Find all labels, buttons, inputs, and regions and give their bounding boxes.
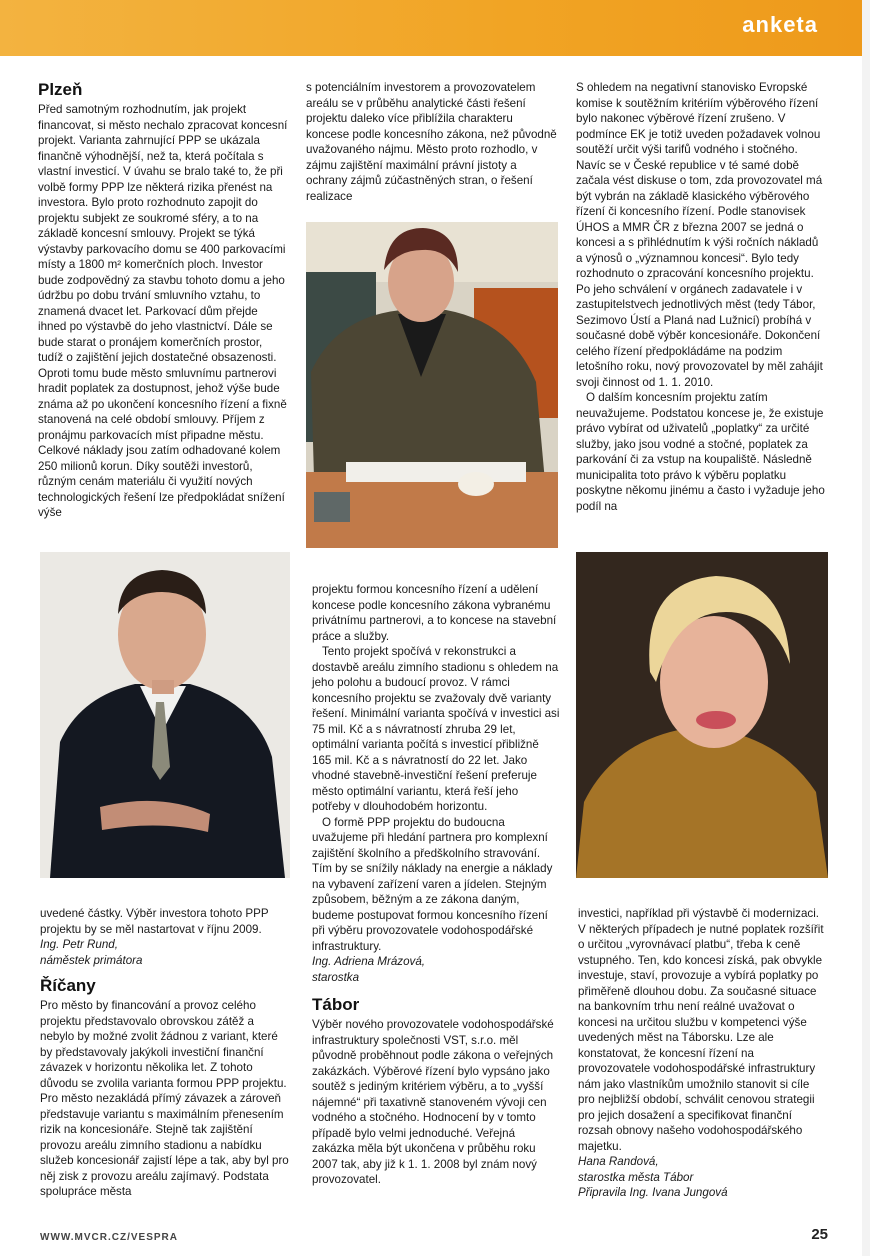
tabor-paragraph-3: O dalším koncesním projektu zatím neuvažujeme. Podstatou koncese je, že existuje právo vybírat od uživatelů „poplatky“ za určité služby, jako jsou vodné a stočné, poplatek za parkování či za vstup na koupaliště. Následně municipalita toto právo k výběru poplatku poskytne někomu jinému a často i vyžaduje jeho podíl na <box>576 391 825 513</box>
footer-url: WWW.MVCR.CZ/VESPRA <box>40 1232 178 1243</box>
ricany-paragraph-2: s potenciálním investorem a provozovatelem areálu se v průběhu analytické části řešení projektu daleko více přiblížila charakteru koncese podle koncesního zákona, než původně uvažovaného nájmu. Město proto rozhodlo, v zájmu zajištění maximální právní jistoty a ochrany zájmů zúčastněných stran, o řešení realizace <box>306 81 557 203</box>
section-title: anketa <box>742 12 818 37</box>
plzen-heading: Plzeň <box>38 80 83 99</box>
plzen-signature-role: náměstek primátora <box>40 953 143 967</box>
tabor-paragraph-1: Výběr nového provozovatele vodohospodářské infrastruktury společnosti VST, s.r.o. měl původně proběhnout podle zákona o veřejných zakázkách. Výběrové řízení bylo vypsáno jako soutěž s jediným kritériem výběru, a to „vyšší nájemné“ při taxativně stanoveném vývoji cen vodného a stočného. Hodnocení by v tomto případě bylo velmi jednoduché. Veřejná zakázka měla být ukončena v průběhu roku 2007 tak, aby již k 1. 1. 2008 byl znám nový provozovatel. <box>312 1018 554 1186</box>
ricany-article-top <box>306 80 558 204</box>
ricany-article-body <box>312 582 560 1188</box>
ricany-paragraph-3: projektu formou koncesního řízení a udělení koncese podle koncesního zákona vybranému privátnímu partnerovi, a to koncese na stavební práce a služby. <box>312 583 557 643</box>
portrait-photo-hana-randova <box>576 552 828 878</box>
section-banner <box>0 0 862 56</box>
plzen-continuation <box>40 906 290 1200</box>
tabor-signature-name: Hana Randová, <box>578 1155 659 1168</box>
tabor-signature-role: starostka města Tábor <box>578 1170 694 1184</box>
plzen-paragraph: Před samotným rozhodnutím, jak projekt financovat, si město nechalo zpracovat koncesní projekt. Varianta zahrnující PPP se ukázala finančně výhodnější, než ta, která počítala s vlastní investicí. V úvahu se bralo také to, že při volbě formy PPP lze některá rizika přenést na investora. Bylo proto rozhodnuto zapojit do projektu subjekt ze soukromé sféry, a to na základě koncesní smlouvy. Projekt se týká výstavby parkovacího domu se 400 parkovacími místy a 1800 m² komerčních ploch. Investor bude zodpovědný za stavbu tohoto domu a jeho údržbu po dobu trvání smluvního vztahu, to znamená dvacet let. Parkovací dům přejde ihned po výstavbě do jeho vlastnictví. Dále se bude starat o pronájem komerčních prostor, tudíž o zajištění jejich dostatečné obsazenosti. Oproti tomu bude město smluvnímu partnerovi hradit poplatek za dostupnost, jehož výše bude známa až po ukončení koncesního řízení a fixně stanovená na celé období smlouvy. Příjem z pronájmu parkovacích míst připadne městu. Celkové náklady jsou zatím odhadované kolem 250 milionů korun. Díky soutěži investorů, různým cenám materiálu či využití nových technologických řešení lze předpokládat snížení výše <box>38 103 288 519</box>
page-number: 25 <box>811 1226 828 1243</box>
plzen-paragraph-end: uvedené částky. Výběr investora tohoto PPP projektu by se měl nastartovat v říjnu 2009. <box>40 907 269 936</box>
ricany-signature-role: starostka <box>312 970 360 984</box>
tabor-article-bottom <box>578 906 828 1201</box>
ricany-paragraph-4: Tento projekt spočívá v rekonstrukci a dostavbě areálu zimního stadionu s ohledem na jeho polohu a budoucí provoz. V rámci koncesního projektu se zvažovaly dvě varianty řešení. Minimální varianta spočívá v investici asi 75 mil. Kč a s návratností zhruba 29 let, optimální varianta počítá s investicí přibližně 165 mil. Kč a s návratností do 22 let. Jako vhodné stavebně-investiční řešení preferuje město optimální variantu, která řeší jeho potřeby v dlouhodobém horizontu. <box>312 645 560 813</box>
tabor-paragraph-2: S ohledem na negativní stanovisko Evropské komise k soutěžním kritériím výběrového řízení bylo nakonec výběrové řízení zrušeno. V podmínce EK je totiž uveden požadavek volnou soutěží určit výši tarifů vodného i stočného. Navíc se v České republice v té samé době začala vést diskuse o tom, zda provozovatel má být vybrán na základě klasického výběrového řízení či koncesního řízení. Podle stanovisek ÚHOS a MMR ČR z března 2007 se jedná o koncesi a s přihlédnutím k výši ročních nákladů a výnosů o „významnou koncesi“. Bylo tedy rozhodnuto o zpracování koncesního projektu. Po jeho schválení v orgánech zadavatele i v zastupitelstvech jednotlivých měst (tedy Tábor, Sezimovo Ústí a Planá nad Lužnicí) probíhá v současné době výběr koncesionáře. Dokončení celého řízení předpokládáme na podzim letošního roku, nový provozovatel by měl zahájit svoji činnost od 1. 1. 2010. <box>576 81 823 389</box>
plzen-article <box>38 80 288 521</box>
portrait-photo-adriena-mrazova <box>306 222 558 548</box>
portrait-photo-petr-rund <box>40 552 290 878</box>
page-edge <box>862 0 870 1256</box>
tabor-heading: Tábor <box>312 995 360 1014</box>
ricany-signature-name: Ing. Adriena Mrázová, <box>312 955 425 968</box>
prepared-by: Připravila Ing. Ivana Jungová <box>578 1186 728 1199</box>
tabor-article-top <box>576 80 826 514</box>
ricany-heading: Říčany <box>40 976 96 995</box>
ricany-paragraph-1: Pro město by financování a provoz celého projektu představovalo obrovskou zátěž a nebylo by možné zvolit žádnou z variant, které by představovaly jakýkoli investiční finanční závazek v horizontu několika let. Z tohoto důvodu se zvolila varianta formou PPP projektu. Pro město nezakládá přímý závazek a zároveň představuje variantu s maximálním přenesením rizik na koncesionáře. Stejně tak zajištění provozu areálu zimního stadionu a nabídku služeb koncesionář zajistí lépe a tak, aby byl pro něj zisk z provozu areálu zajímavý. Podstata spolupráce města <box>40 999 289 1198</box>
tabor-paragraph-4: investici, například při výstavbě či modernizaci. V některých případech je nutné poplatek rozšířit o určitou „vyrovnávací platbu“, třeba k ceně vstupného. Ten, kdo koncesi získá, pak obvykle investuje, staví, provozuje a vybírá poplatky po přiměřeně dlouhou dobu. Za současné situace na bankovním trhu není reálné uvažovat o koncesi na určitou službu v kompetenci výše uvedených měst na Táborsku. Lze ale konstatovat, že koncesní řízení na provozovatele vodohospodářské infrastruktury nám jako vlastníkům umožnilo stanovit si cíle pro nejbližší období, schválit cenovou strategii pro jejich dosažení a specifikovat finanční rozsah obnovy našeho vodohospodářského majetku. <box>578 907 824 1153</box>
plzen-signature-name: Ing. Petr Rund, <box>40 938 118 951</box>
ricany-paragraph-5: O formě PPP projektu do budoucna uvažujeme při hledání partnera pro komplexní zajištění školního a předškolního stravování. Tím by se snížily náklady na energie a náklady na vybavení zařízení varen a jídelen. Stejným způsobem, běžným a ze zákona daným, budeme postupovat formou koncesního řízení při výběru provozovatele vodohospodářské infrastruktury. <box>312 815 553 953</box>
